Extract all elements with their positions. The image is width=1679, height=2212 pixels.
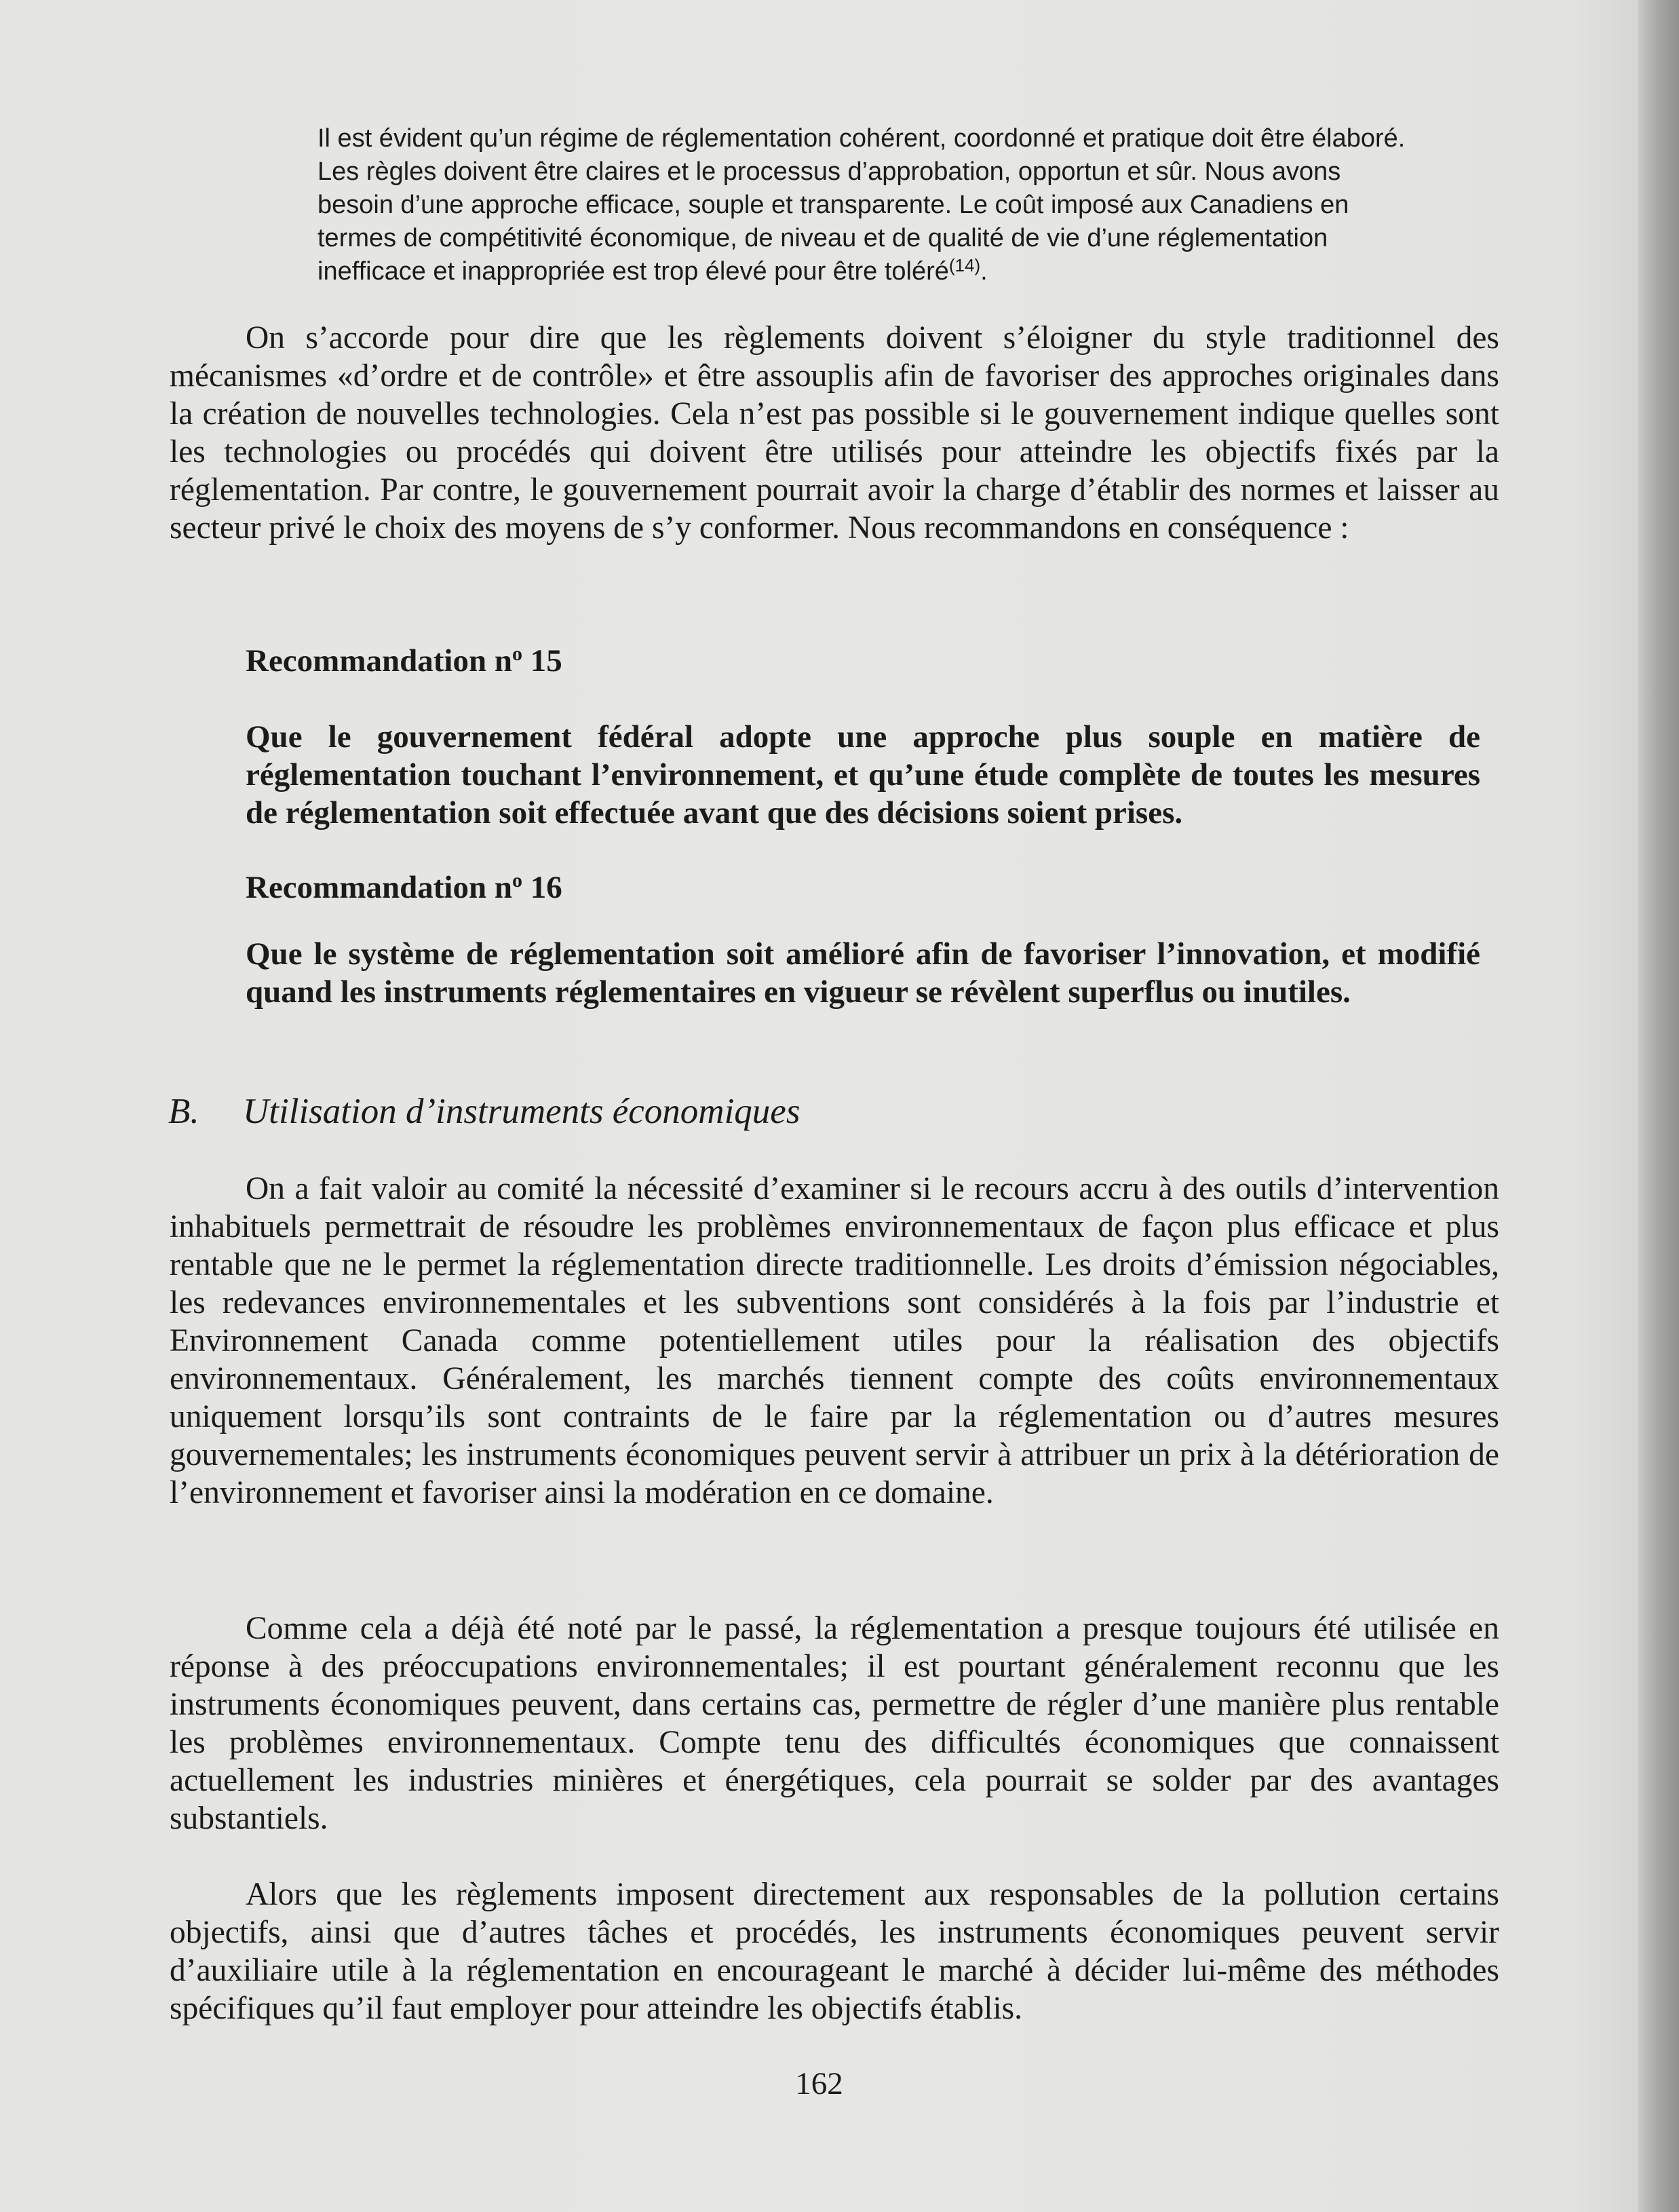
paragraph-regulation-history: Comme cela a déjà été noté par le passé, la réglementation a presque toujours été utilisée en réponse à des préoccupations environnementales; il est pourtant généralement reconnu que les instruments économiques peuvent, dans certains cas, permettre de régler d’une manière plus rentable les problèmes environnementaux. Compte tenu des difficultés économiques que connaissent actuellement les industries minières et énergétiques, cela pourrait se solder par des avantages substantiels. <box>170 1611 1499 1836</box>
recommendation-15-title <box>246 642 562 680</box>
section-heading <box>168 1091 800 1132</box>
page-edge-shadow <box>1638 0 1679 2212</box>
recommendation-number: 16 <box>522 870 562 905</box>
recommendation-number-sign: o <box>512 869 522 892</box>
recommendation-16-title <box>246 869 562 907</box>
recommendation-label: Recommandation n <box>246 870 512 905</box>
page-number: 162 <box>795 2066 843 2101</box>
quote-end: . <box>980 257 988 286</box>
paragraph-regulation-auxiliary: Alors que les règlements imposent directement aux responsables de la pollution certains objectifs, ainsi que d’autres tâches et procédés, les instruments économiques peuvent servir d’auxiliaire utile à la réglementation en encourageant le marché à décider lui-même des méthodes spécifiques qu’il faut employer pour atteindre les objectifs établis. <box>170 1877 1499 2026</box>
recommendation-number-sign: o <box>512 643 522 665</box>
recommendation-16-text: Que le système de réglementation soit amélioré afin de favoriser l’innovation, et modifié quand les instruments réglementaires en vigueur se révèlent superflus ou inutiles. <box>246 936 1480 1010</box>
section-title: Utilisation d’instruments économiques <box>243 1092 800 1131</box>
quote-text: Il est évident qu’un régime de réglementation cohérent, coordonné et pratique doit être élaboré. Les règles doivent être claires et le processus d’approbation, opportun et sûr. Nous avons besoin d’une approche efficace, souple et transparente. Le coût imposé aux Canadiens en termes de compétitivité économique, de niveau et de qualité de vie d’une réglementation inefficace et inappropriée est trop élevé pour être toléré <box>317 124 1406 286</box>
block-quote <box>317 122 1416 288</box>
recommendation-number: 15 <box>522 643 562 679</box>
recommendation-15-text: Que le gouvernement fédéral adopte une approche plus souple en matière de réglementation touchant l’environnement, et qu’une étude complète de toutes les mesures de réglementation soit effectuée avant que des décisions soient prises. <box>246 719 1480 831</box>
recommendation-label: Recommandation n <box>246 643 512 679</box>
footnote-reference: (14) <box>948 255 981 275</box>
section-letter: B. <box>168 1092 199 1131</box>
paragraph-regulation-style: On s’accorde pour dire que les règlements doivent s’éloigner du style traditionnel des mécanismes «d’ordre et de contrôle» et être assouplis afin de favoriser des approches originales dans la création de nouvelles technologies. Cela n’est pas possible si le gouvernement indique quelles sont les technologies ou procédés qui doivent être utilisés pour atteindre les objectifs fixés par la réglementation. Par contre, le gouvernement pourrait avoir la charge d’établir des normes et laisser au secteur privé le choix des moyens de s’y conformer. Nous recommandons en conséquence : <box>170 320 1499 546</box>
paragraph-economic-instruments: On a fait valoir au comité la nécessité d’examiner si le recours accru à des outils d’intervention inhabituels permettrait de résoudre les problèmes environnementaux de façon plus efficace et plus rentable que ne le permet la réglementation directe traditionnelle. Les droits d’émission négociables, les redevances environnementales et les subventions sont considérés à la fois par l’industrie et Environnement Canada comme potentiellement utiles pour la réalisation des objectifs environnementaux. Généralement, les marchés tiennent compte des coûts environnementaux uniquement lorsqu’ils sont contraints de le faire par la réglementation ou d’autres mesures gouvernementales; les instruments économiques peuvent servir à attribuer un prix à la détérioration de l’environnement et favoriser ainsi la modération en ce domaine. <box>170 1171 1499 1510</box>
